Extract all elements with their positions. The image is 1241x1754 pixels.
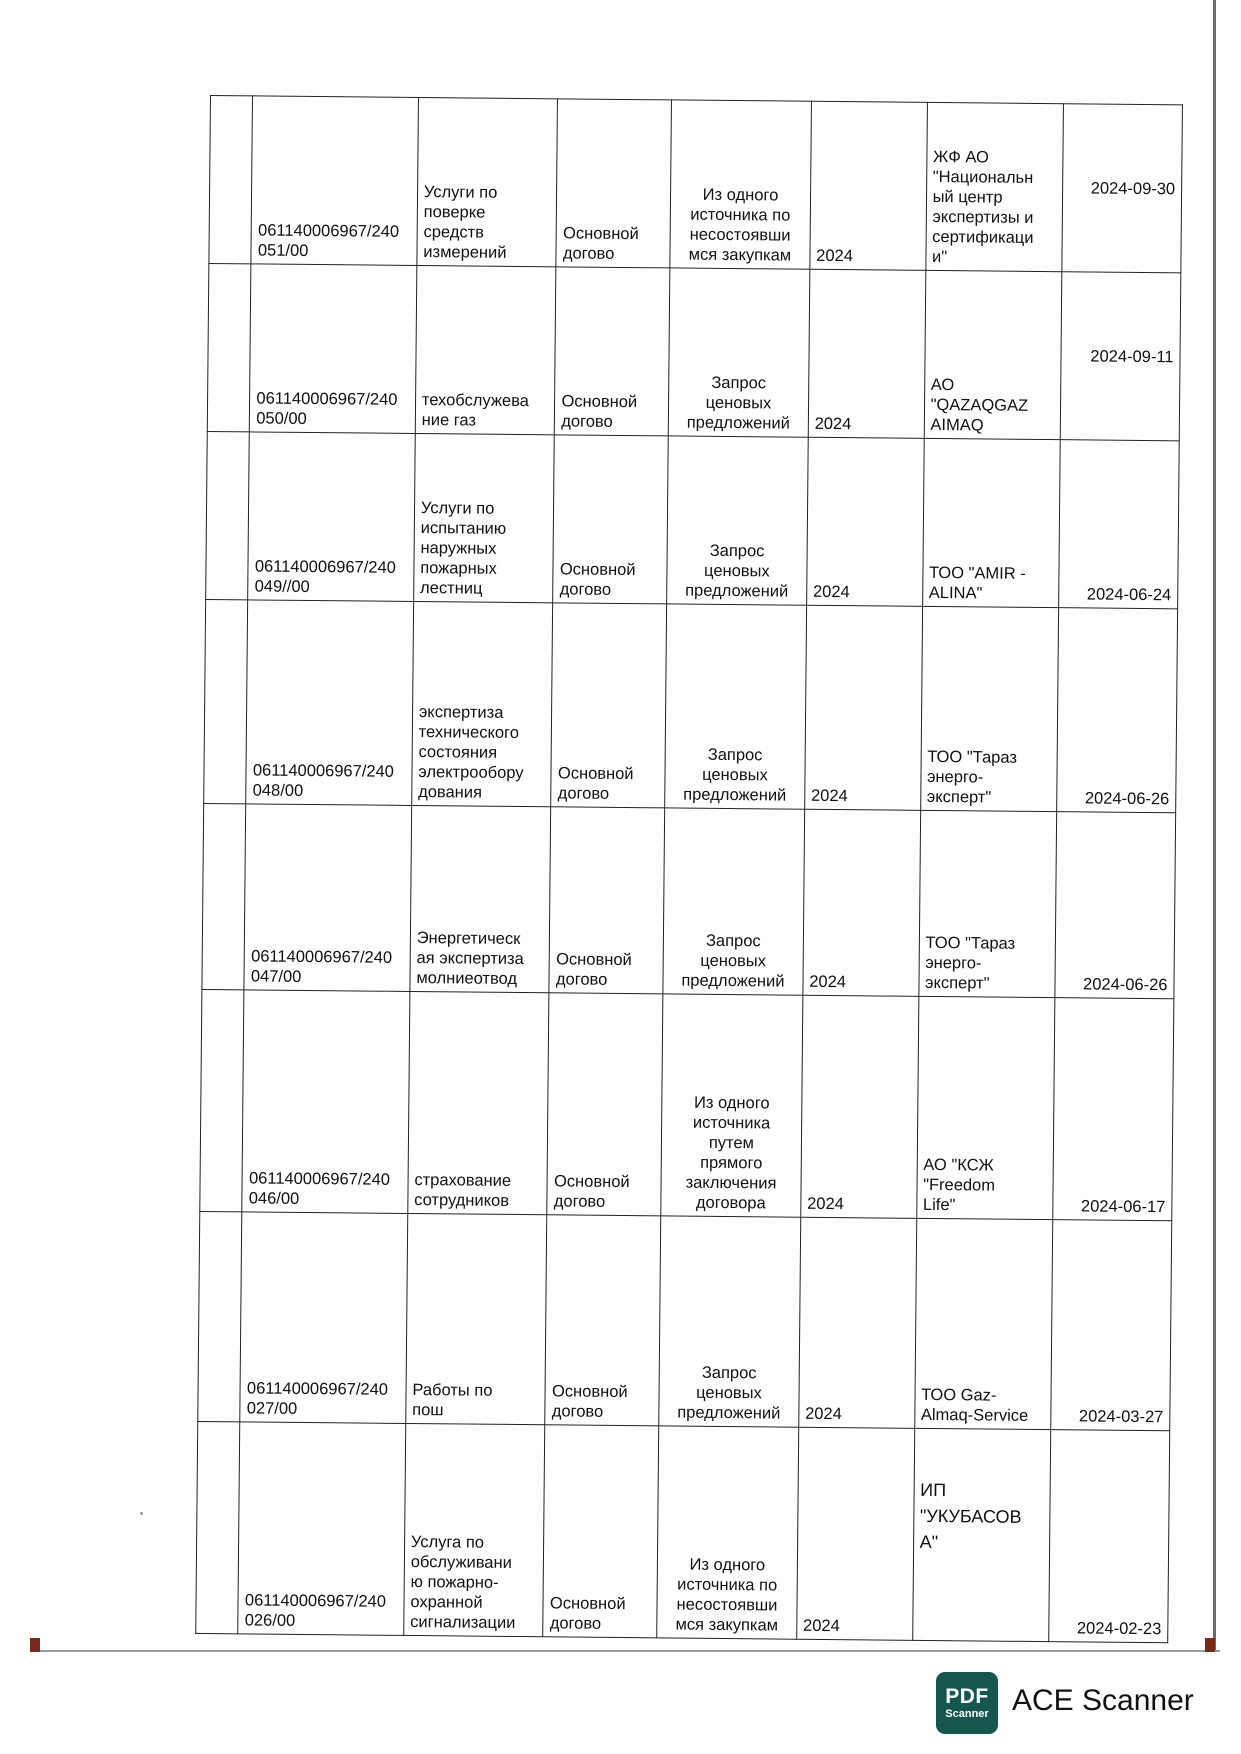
contract-number-cell <box>248 432 415 602</box>
contract-subject: Услуга по обслуживани ю пожарно- охранной сигнализации <box>410 1532 516 1633</box>
contract-type: Основной догово <box>557 764 634 803</box>
supplier-cell <box>924 270 1062 439</box>
supplier: ТОО "Тараз энерго- эксперт" <box>926 747 1018 807</box>
contract-number: 061140006967/240 051/00 <box>257 221 400 260</box>
supplier-cell <box>916 996 1055 1219</box>
date-cell <box>1053 998 1174 1221</box>
year-cell <box>798 1217 916 1428</box>
contract-number-cell <box>238 1422 405 1636</box>
contract-subject-cell <box>412 601 554 806</box>
contract-number-cell <box>250 264 417 434</box>
contract-number: 061140006967/240 026/00 <box>244 1591 387 1630</box>
procurement-method-cell <box>661 994 803 1217</box>
table-row <box>198 1211 1172 1430</box>
contract-type-cell <box>555 267 670 436</box>
procurement-method: Из одного источника по несостоявши мся закупкам <box>675 1555 779 1635</box>
contract-number: 061140006967/240 047/00 <box>250 947 393 986</box>
date-cell <box>1049 1430 1170 1643</box>
table-row <box>206 431 1180 608</box>
contract-type: Основной догово <box>549 1594 626 1633</box>
procurement-method-cell <box>663 808 804 995</box>
year: 2024 <box>812 582 850 602</box>
procurement-method: Запрос ценовых предложений <box>685 541 789 601</box>
table-row <box>207 263 1181 440</box>
contract-subject-cell <box>417 97 558 266</box>
logo-text-pdf: PDF <box>945 1685 989 1708</box>
scan-speck <box>140 1512 143 1515</box>
procurement-method: Запрос ценовых предложений <box>681 931 785 991</box>
supplier: ИП "УКУБАСОВ А" <box>919 1479 1022 1553</box>
row-index-cell <box>200 989 245 1211</box>
contract-type-cell <box>545 1215 661 1426</box>
contracts-table-body <box>196 96 1183 1643</box>
year-cell <box>804 605 922 810</box>
year: 2024 <box>802 1616 840 1636</box>
date-cell <box>1060 272 1181 441</box>
contract-number-cell <box>242 990 410 1214</box>
row-index-cell <box>196 1421 240 1633</box>
date-cell <box>1059 440 1180 609</box>
row-index-cell <box>198 1211 242 1421</box>
contracts-table <box>195 95 1183 1643</box>
contract-number-cell <box>246 600 413 806</box>
date: 2024-09-11 <box>1090 347 1174 367</box>
year: 2024 <box>816 246 854 266</box>
procurement-method: Запрос ценовых предложений <box>683 745 787 805</box>
row-index-cell <box>206 431 250 599</box>
procurement-method-cell <box>659 1216 801 1427</box>
date-cell <box>1051 1220 1172 1431</box>
table-row <box>202 803 1176 998</box>
supplier: ТОО "AMIR - ALINA" <box>928 563 1026 603</box>
contract-type: Основной догово <box>555 950 632 989</box>
contract-subject-cell <box>404 1423 546 1636</box>
row-index-cell <box>202 803 246 989</box>
supplier-cell <box>914 1218 1052 1429</box>
year-cell <box>808 269 925 438</box>
logo-text-scanner: Scanner <box>945 1708 989 1720</box>
procurement-method-cell <box>657 1426 799 1639</box>
procurement-method: Из одного источника по несостоявши мся закупкам <box>688 185 792 265</box>
date-cell <box>1055 812 1176 999</box>
year-cell <box>801 995 919 1218</box>
procurement-method-cell <box>665 604 807 809</box>
contract-subject-cell <box>415 265 556 434</box>
contract-type: Основной догово <box>562 224 639 263</box>
supplier-cell <box>918 810 1056 997</box>
date: 2024-06-26 <box>1084 789 1170 809</box>
page-edge-bottom <box>30 1650 1220 1652</box>
supplier: ЖФ АО "Национальн ый центр экспертизы и сертификаци и" <box>931 147 1034 267</box>
contract-subject: страхование сотрудников <box>414 1171 512 1210</box>
contract-subject-cell <box>413 433 554 602</box>
corner-mark-right <box>1205 1638 1215 1652</box>
procurement-method: Запрос ценовых предложений <box>686 373 790 433</box>
procurement-method: Из одного источника путем прямого заключения договора <box>685 1093 777 1213</box>
contract-subject-cell <box>410 805 551 992</box>
corner-mark-left <box>30 1638 40 1652</box>
contract-subject: Энергетическ ая экспертиза молниеотвод <box>416 929 524 988</box>
contract-number: 061140006967/240 048/00 <box>252 761 395 800</box>
contract-type-cell <box>551 603 667 808</box>
supplier: ТОО Gaz- Almaq-Service <box>920 1385 1029 1425</box>
pdf-scanner-logo-icon <box>936 1672 998 1734</box>
year: 2024 <box>814 414 852 434</box>
procurement-method-cell <box>670 100 811 269</box>
table-row <box>204 599 1178 812</box>
date: 2024-03-27 <box>1078 1407 1164 1427</box>
year: 2024 <box>809 972 847 992</box>
contract-type-cell <box>543 1425 659 1638</box>
contract-subject-cell <box>406 1213 548 1424</box>
contract-number: 061140006967/240 027/00 <box>246 1379 389 1418</box>
date: 2024-06-17 <box>1080 1197 1166 1217</box>
contract-subject: Работы по пош <box>412 1381 493 1420</box>
procurement-method: Запрос ценовых предложений <box>677 1363 781 1423</box>
supplier-cell <box>920 606 1058 811</box>
contract-type: Основной догово <box>559 560 636 599</box>
procurement-method-cell <box>667 436 808 605</box>
supplier-cell <box>912 1428 1051 1641</box>
contract-number: 061140006967/240 046/00 <box>248 1169 391 1208</box>
supplier: АО "QAZAQGAZ AIMAQ <box>930 375 1029 435</box>
contract-type: Основной догово <box>551 1382 628 1421</box>
contract-type: Основной догово <box>561 392 638 431</box>
contract-number-cell <box>251 96 418 266</box>
page-edge-right <box>1213 0 1216 1650</box>
contract-number: 061140006967/240 050/00 <box>256 389 398 428</box>
contract-type-cell <box>556 99 671 268</box>
date: 2024-06-24 <box>1086 585 1172 605</box>
contract-type: Основной догово <box>553 1172 630 1211</box>
contract-number-cell <box>240 1212 407 1424</box>
date: 2024-06-26 <box>1083 975 1168 995</box>
year: 2024 <box>810 786 848 806</box>
row-index-cell <box>204 599 248 803</box>
supplier-cell <box>925 102 1063 271</box>
supplier: АО "КСЖ "Freedom Life" <box>922 1155 996 1215</box>
contract-number: 061140006967/240 049//00 <box>254 557 396 596</box>
date-cell <box>1062 104 1183 273</box>
year-cell <box>806 437 923 606</box>
table-row <box>200 989 1174 1220</box>
year: 2024 <box>805 1404 842 1424</box>
contract-type-cell <box>553 435 668 604</box>
year-cell <box>803 809 921 996</box>
supplier: ТОО "Тараз энерго- эксперт" <box>924 933 1016 993</box>
contract-subject-cell <box>408 991 550 1214</box>
year: 2024 <box>807 1194 844 1214</box>
table-row <box>209 96 1183 273</box>
supplier-cell <box>922 438 1060 607</box>
scanner-brand-name: ACE Scanner <box>1012 1684 1194 1717</box>
contract-number-cell <box>244 804 411 992</box>
contracts-table-wrap <box>195 95 1183 1643</box>
date: 2024-09-30 <box>1090 179 1176 199</box>
contract-type-cell <box>547 993 663 1216</box>
contract-subject: техобслужева ние газ <box>421 391 529 430</box>
contract-subject: экспертиза технического состояния электрообору дования <box>418 703 524 802</box>
contract-subject: Услуги по испытанию наружных пожарных лестниц <box>420 499 507 598</box>
date-cell <box>1057 608 1178 813</box>
contract-subject: Услуги по поверке средств измерений <box>423 183 507 262</box>
year-cell <box>810 101 927 270</box>
table-row <box>196 1421 1170 1642</box>
row-index-cell <box>207 263 251 431</box>
date: 2024-02-23 <box>1076 1619 1162 1639</box>
procurement-method-cell <box>668 268 809 437</box>
row-index-cell <box>209 96 253 264</box>
year-cell <box>796 1427 914 1640</box>
contract-type-cell <box>549 807 665 994</box>
